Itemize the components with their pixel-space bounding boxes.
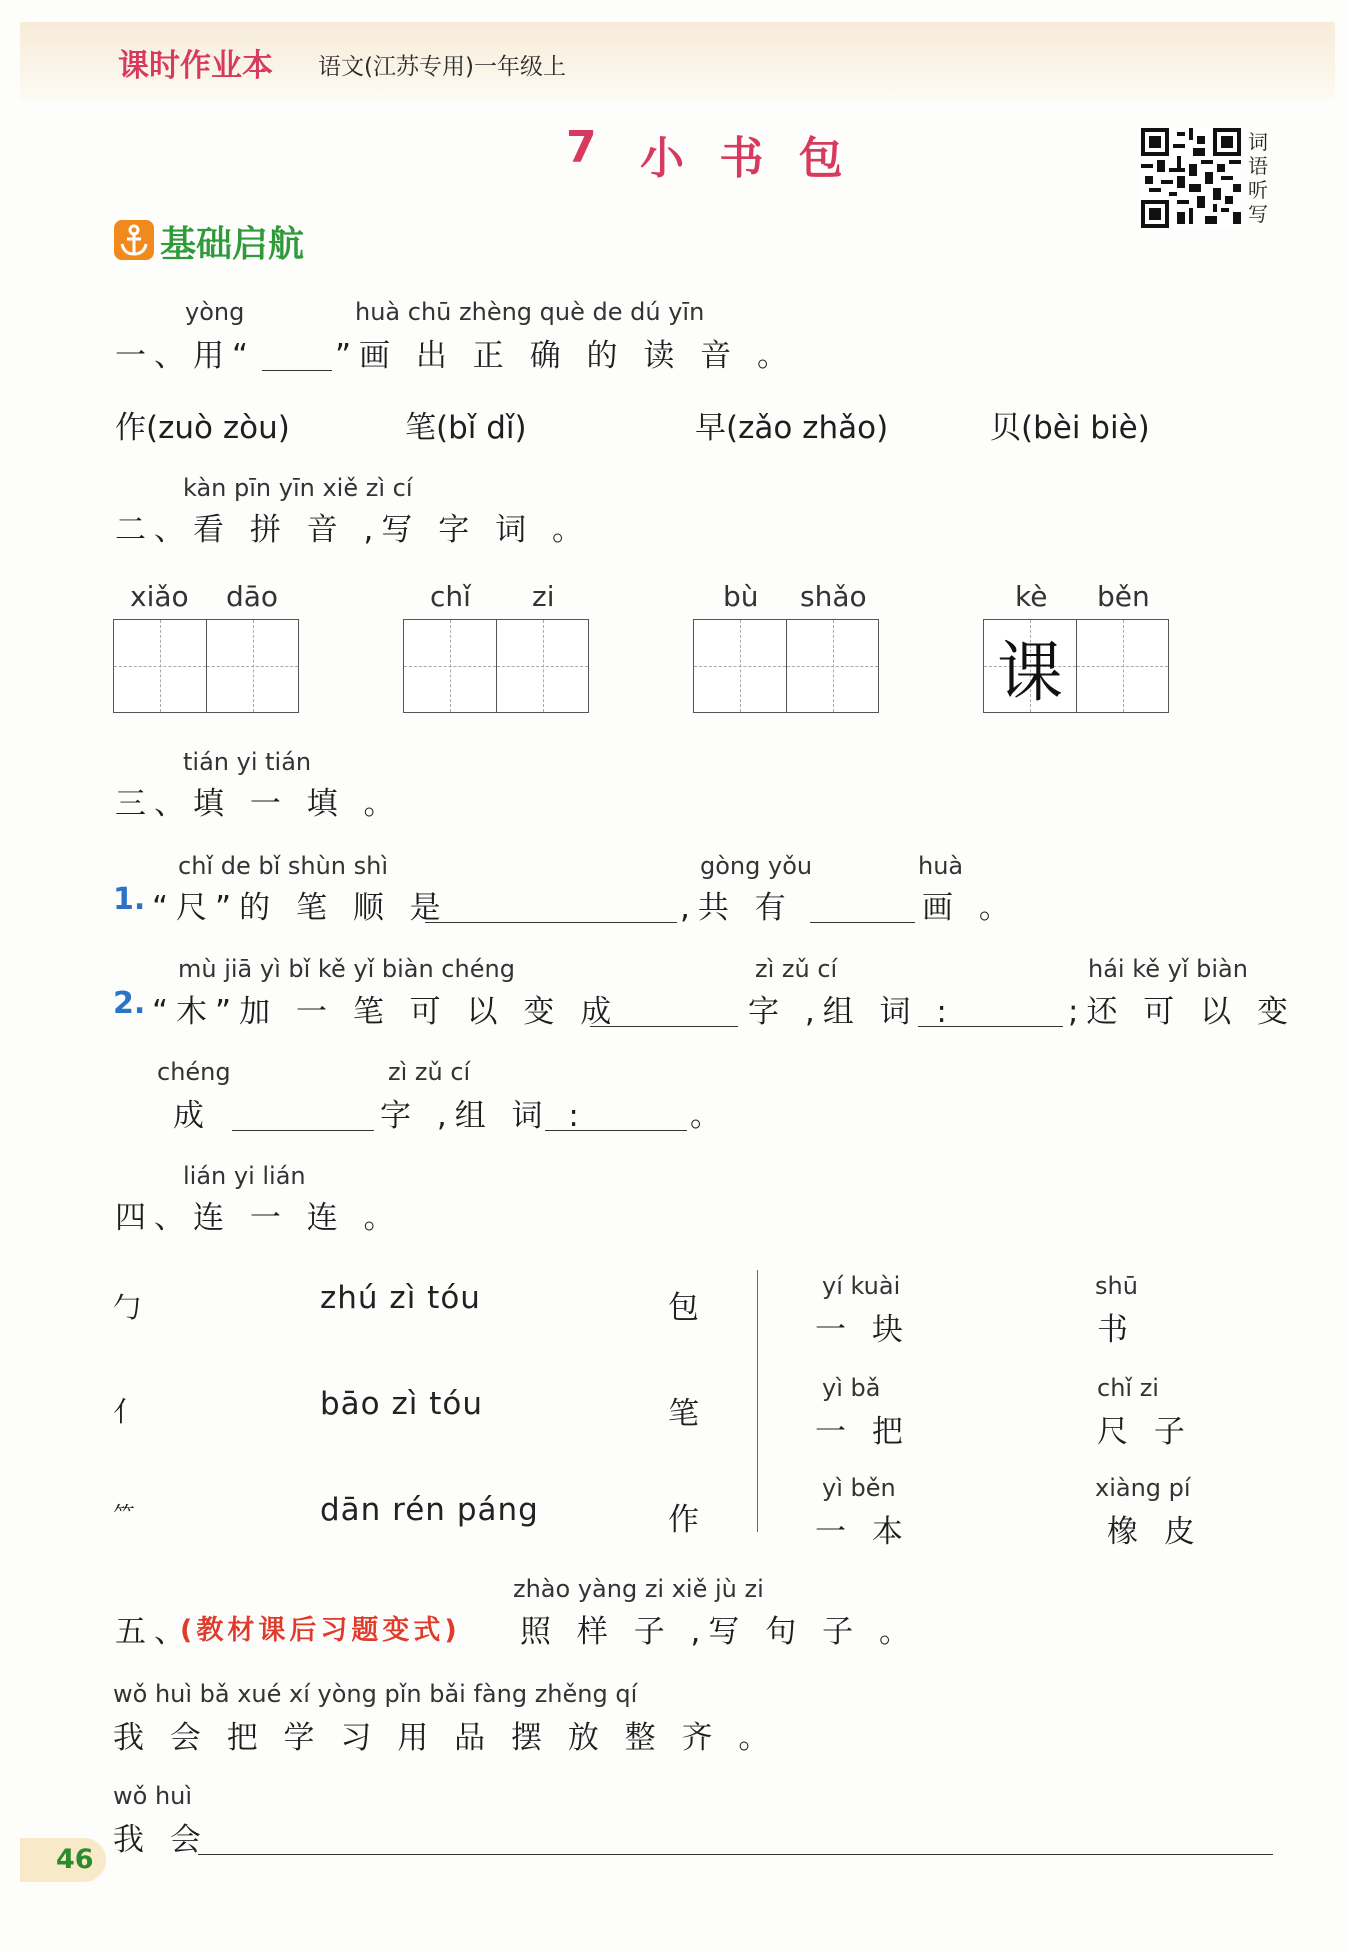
q3-1-text-c: 画 。	[922, 890, 1018, 926]
q5-title-b: 照 样 子 ,写 句 子 。	[520, 1614, 918, 1650]
q1-option[interactable]: 作(zuò zòu)	[115, 410, 290, 446]
q3-2-blank-word-2[interactable]	[545, 1130, 687, 1131]
q1-title-a: 一、用“	[115, 338, 257, 374]
q5-pinyin: zhào yàng zi xiě jù zi	[513, 1575, 764, 1603]
lesson-title: 小 书 包	[640, 133, 853, 184]
q2-title: 二、看 拼 音 ,写 字 词 。	[115, 512, 591, 548]
q1-underline-sample	[262, 370, 332, 371]
q1-option[interactable]: 贝(bèi biè)	[990, 410, 1150, 446]
grid-cell[interactable]	[1076, 620, 1168, 712]
q3-2-pinyin-c: hái kě yǐ biàn	[1088, 955, 1248, 983]
grid-char	[497, 620, 588, 712]
header-brand: 课时作业本	[118, 48, 273, 84]
qr-code-icon[interactable]	[1140, 128, 1242, 228]
qr-label-char: 写	[1248, 202, 1268, 226]
q3-1-blank-stroke-count[interactable]	[810, 922, 915, 923]
q3-2-number: 2.	[113, 986, 146, 1021]
divider	[757, 1270, 758, 1532]
q1-title-b: ”画 出 正 确 的 读 音 。	[335, 338, 797, 374]
radical-name[interactable]: dān rén páng	[320, 1492, 539, 1528]
word-pinyin: xiǎo	[130, 580, 189, 613]
q1-pinyin-a: yòng	[185, 298, 245, 326]
word-pinyin: chǐ	[430, 580, 471, 613]
grid-cell[interactable]	[206, 620, 298, 712]
object-pinyin: chǐ zi	[1097, 1374, 1159, 1402]
q4-title: 四、连 一 连 。	[115, 1200, 403, 1236]
measure-word[interactable]: 一 本	[815, 1514, 911, 1550]
q3-2-pinyin-d: chéng	[157, 1058, 231, 1086]
grid-char	[1077, 620, 1168, 712]
q3-2-text-c: ;还 可 以 变	[1068, 994, 1297, 1030]
radical-name[interactable]: bāo zì tóu	[320, 1386, 484, 1422]
q2-pinyin: kàn pīn yīn xiě zì cí	[183, 474, 413, 502]
q3-2-pinyin-a: mù jiā yì bǐ kě yǐ biàn chéng	[178, 955, 515, 983]
object-pinyin: shū	[1095, 1272, 1138, 1300]
match-char[interactable]: 包	[668, 1290, 699, 1326]
word-pinyin: běn	[1097, 580, 1150, 613]
grid-char: 课	[997, 633, 1063, 711]
q5-tag: (教材课后习题变式)	[180, 1615, 461, 1646]
q3-2-text-b: 字 ,组 词 :	[748, 994, 955, 1030]
qr-label-char: 语	[1248, 154, 1268, 178]
grid-cell[interactable]	[984, 620, 1076, 712]
header-subtitle: 语文(江苏专用)一年级上	[318, 54, 566, 80]
measure-word[interactable]: 一 把	[815, 1414, 911, 1450]
word-pinyin: zi	[532, 580, 555, 613]
q3-1-pinyin-a: chǐ de bǐ shùn shì	[178, 852, 389, 880]
q1-option[interactable]: 早(zǎo zhǎo)	[695, 410, 889, 446]
measure-pinyin: yí kuài	[822, 1272, 901, 1300]
qr-label-char: 听	[1248, 178, 1268, 202]
q3-2-text-e: 字 ,组 词 :	[380, 1098, 587, 1134]
grid-cell[interactable]	[404, 620, 496, 712]
grid-char	[207, 620, 298, 712]
writing-grid[interactable]	[403, 619, 589, 713]
radical[interactable]: ⺮	[113, 1503, 136, 1528]
word-pinyin: shǎo	[800, 580, 867, 613]
q5-answer-pinyin: wǒ huì	[113, 1782, 193, 1810]
page-number: 46	[56, 1844, 94, 1875]
q3-1-blank-stroke-order[interactable]	[425, 922, 677, 923]
grid-char	[787, 620, 878, 712]
grid-cell[interactable]	[694, 620, 786, 712]
q3-title: 三、填 一 填 。	[115, 786, 403, 822]
grid-char	[694, 620, 786, 712]
q5-example-text: 我 会 把 学 习 用 品 摆 放 整 齐 。	[113, 1720, 778, 1756]
qr-label-char: 词	[1248, 130, 1268, 154]
q1-option[interactable]: 笔(bǐ dǐ)	[405, 410, 527, 446]
writing-grid[interactable]	[693, 619, 879, 713]
qr-label	[1248, 130, 1272, 226]
word-pinyin: dāo	[226, 580, 279, 613]
q3-1-number: 1.	[113, 882, 146, 917]
q3-2-text-a: “木”加 一 笔 可 以 变 成	[152, 994, 620, 1030]
word-pinyin: bù	[723, 580, 759, 613]
match-char[interactable]: 作	[668, 1502, 699, 1538]
q3-2-pinyin-b: zì zǔ cí	[755, 955, 838, 983]
object-word[interactable]: 尺 子	[1097, 1414, 1193, 1450]
grid-char	[114, 620, 206, 712]
measure-pinyin: yì běn	[822, 1474, 896, 1502]
q3-1-text-b: ,共 有	[680, 890, 794, 926]
q3-1-pinyin-c: huà	[918, 852, 964, 880]
word-pinyin: kè	[1015, 580, 1048, 613]
q4-pinyin: lián yi lián	[183, 1162, 306, 1190]
grid-cell[interactable]	[114, 620, 206, 712]
object-word[interactable]: 书	[1097, 1312, 1136, 1348]
grid-cell[interactable]	[786, 620, 878, 712]
q1-pinyin-b: huà chū zhèng què de dú yīn	[355, 298, 705, 326]
radical[interactable]: 勹	[113, 1291, 142, 1324]
radical[interactable]: 亻	[113, 1395, 142, 1428]
q3-2-text-f: 。	[690, 1098, 729, 1134]
writing-grid[interactable]	[983, 619, 1169, 713]
q5-title-a: 五、	[115, 1614, 193, 1650]
grid-char	[404, 620, 496, 712]
q3-2-text-d: 成	[173, 1098, 212, 1134]
q3-pinyin: tián yi tián	[183, 748, 312, 776]
q3-2-blank-word-1[interactable]	[918, 1026, 1063, 1027]
q5-example-pinyin: wǒ huì bǎ xué xí yòng pǐn bǎi fàng zhěng qí	[113, 1680, 638, 1708]
grid-cell[interactable]	[496, 620, 588, 712]
q5-answer-text: 我 会	[113, 1822, 209, 1858]
q5-answer-line[interactable]	[198, 1854, 1273, 1855]
q3-1-pinyin-b: gòng yǒu	[700, 852, 813, 880]
match-char[interactable]: 笔	[668, 1396, 699, 1432]
q3-2-blank-char-2[interactable]	[232, 1130, 374, 1131]
radical-name[interactable]: zhú zì tóu	[320, 1280, 481, 1316]
q3-1-text-a: “尺”的 笔 顺 是	[152, 890, 449, 926]
q3-2-blank-char-1[interactable]	[590, 1026, 738, 1027]
lesson-number: 7	[566, 122, 597, 173]
q3-2-pinyin-e: zì zǔ cí	[388, 1058, 471, 1086]
section-title: 基础启航	[160, 224, 305, 265]
measure-pinyin: yì bǎ	[822, 1374, 881, 1402]
object-word[interactable]: 橡 皮	[1107, 1514, 1203, 1550]
measure-word[interactable]: 一 块	[815, 1312, 911, 1348]
anchor-icon	[114, 220, 154, 260]
object-pinyin: xiàng pí	[1095, 1474, 1191, 1502]
writing-grid[interactable]	[113, 619, 299, 713]
